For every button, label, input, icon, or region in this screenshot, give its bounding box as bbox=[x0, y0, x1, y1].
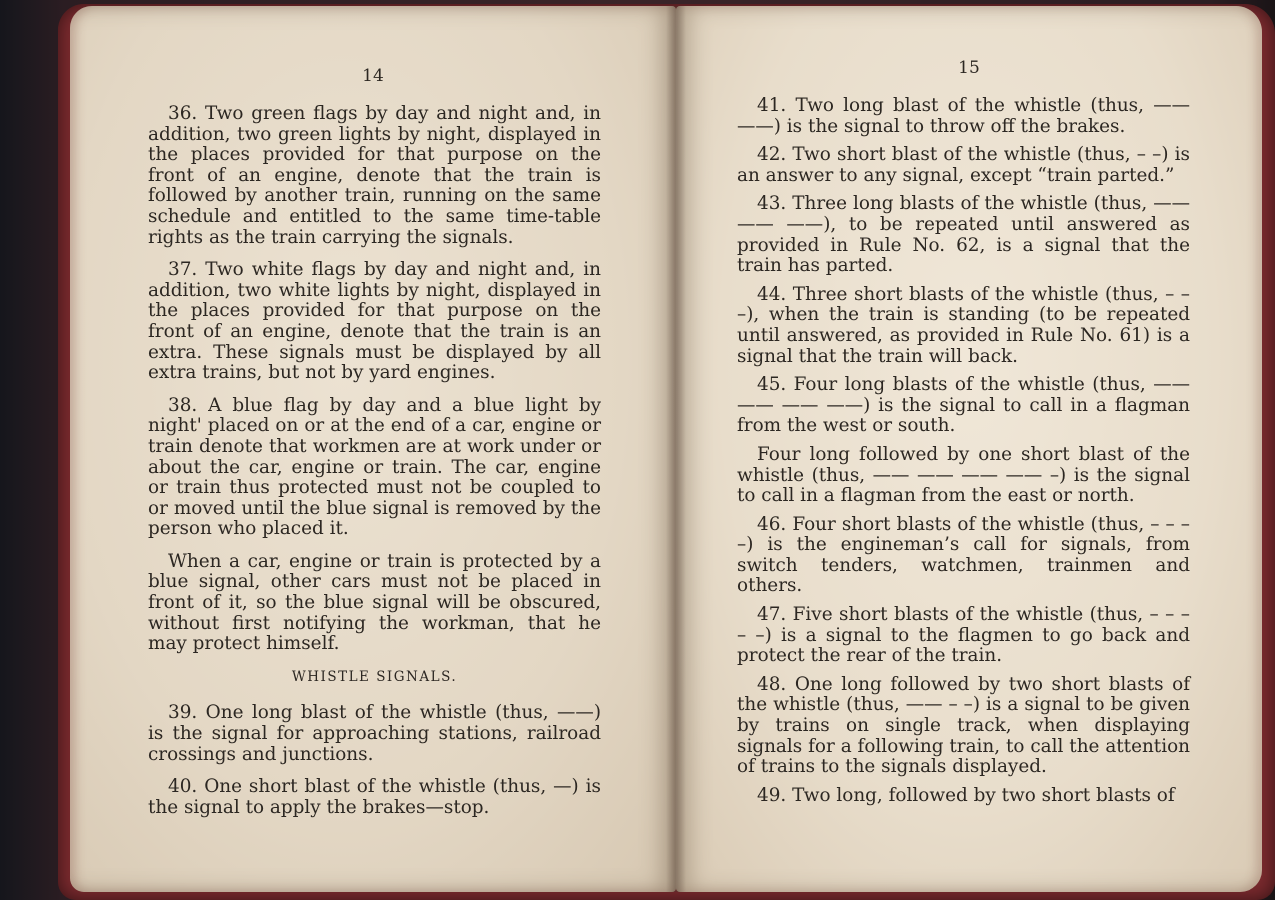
paragraph-rule-49: 49. Two long, followed by two short blasts of bbox=[757, 784, 1175, 806]
paragraph-blue-signal-note: When a car, engine or train is protected by a blue signal, other cars must not be placed in front of it, so the blue signal will be obscured, without first notifying the workman, that he may protect himself. bbox=[148, 550, 601, 655]
right-page bbox=[676, 6, 1262, 892]
page-number: 14 bbox=[362, 66, 384, 86]
book-gutter bbox=[666, 6, 686, 892]
paragraph-rule-45-north: Four long followed by one short blast of the whistle (thus, —— —— —— —— –) is the signal to call in a flagman from the east or north. bbox=[737, 443, 1190, 507]
paragraph-rule-36: 36. Two green flags by day and night and, in addition, two green lights by night, displayed in the places provided for that purpose on the front of an engine, denote that the train is followed by another train, running on the same schedule and entitled to the same time-table rights as the train carrying the signals. bbox=[148, 103, 601, 248]
paragraph-rule-40: 40. One short blast of the whistle (thus, —) is the signal to apply the brakes—stop. bbox=[148, 776, 601, 818]
page-number: 15 bbox=[958, 58, 980, 78]
paragraph-rule-38: 38. A blue flag by day and a blue light by night' placed on or at the end of a car, engine or train denote that workmen are at work under or about the car, engine or train. The car, engine or train thus protected must not be coupled to or moved until the blue signal is removed by the person who placed it. bbox=[148, 394, 601, 540]
paragraph-rule-39: 39. One long blast of the whistle (thus, ——) is the signal for approaching stations, railroad crossings and junctions. bbox=[148, 702, 601, 765]
left-page bbox=[70, 6, 676, 892]
paragraph-rule-45: 45. Four long blasts of the whistle (thus, —— —— —— ——) is the signal to call in a flagman from the west or south. bbox=[737, 374, 1190, 437]
paragraph-rule-47: 47. Five short blasts of the whistle (thus, – – – – –) is a signal to the flagmen to go back and protect the rear of the train. bbox=[737, 604, 1190, 667]
paragraph-rule-42: 42. Two short blast of the whistle (thus, – –) is an answer to any signal, except “train parted.” bbox=[737, 144, 1190, 186]
paragraph-rule-43: 43. Three long blasts of the whistle (thus, —— —— ——), to be repeated until answered as provided in Rule No. 62, is a signal that the train has parted. bbox=[737, 193, 1190, 277]
paragraph-rule-37: 37. Two white flags by day and night and, in addition, two white lights by night, displayed in the places provided for that purpose on the front of an engine, denote that the train is an extra. These signals must be displayed by all extra trains, but not by yard engines. bbox=[148, 259, 601, 384]
section-heading: WHISTLE SIGNALS. bbox=[291, 668, 458, 685]
paragraph-rule-48: 48. One long followed by two short blasts of the whistle (thus, —— – –) is a signal to be given by trains on single track, when displaying signals for a following train, to call the attention of trains to the signals displayed. bbox=[737, 673, 1190, 778]
paragraph-rule-41: 41. Two long blast of the whistle (thus, —— ——) is the signal to throw off the brakes. bbox=[737, 95, 1190, 137]
paragraph-rule-46: 46. Four short blasts of the whistle (thus, – – – –) is the engineman’s call for signals, from switch tenders, watchmen, trainmen and others. bbox=[737, 513, 1190, 597]
page-text bbox=[148, 104, 601, 830]
page-text bbox=[737, 96, 1190, 814]
paragraph-rule-44: 44. Three short blasts of the whistle (thus, – – –), when the train is standing (to be repeated until answered, as provided in Rule No. 61) is a signal that the train will back. bbox=[737, 283, 1190, 367]
